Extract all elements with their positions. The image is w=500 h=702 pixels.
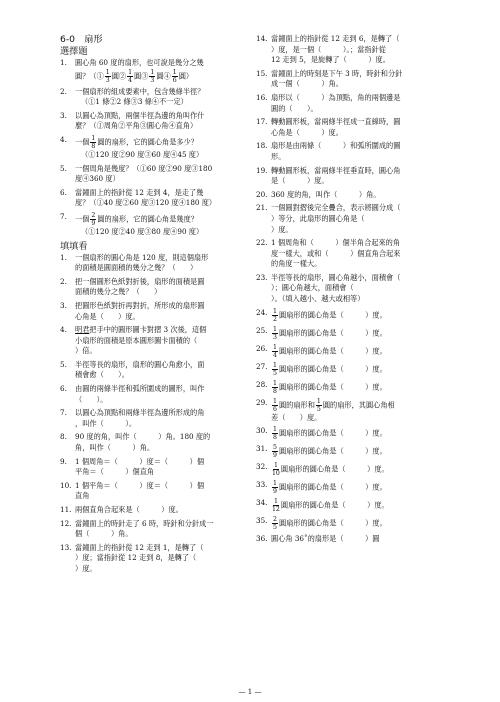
fill-5: 5. 半徑等長的扇形，扇形的圓心角愈小，面 積會愈（ ）。: [60, 359, 205, 380]
question-4: 4. 一個 $\frac{1}{8}$ 圓的扇形，它的圓心角是多少？ （①120 度②90 度③60 度④45 度）: [60, 134, 204, 159]
fill-26: 26. $\frac{1}{4}$ 圓扇形的圓心角是（ ）度。: [256, 343, 387, 359]
section-fill-in: 填填看: [60, 240, 88, 252]
fill-35: 35. $\frac{2}{5}$ 圓扇形的圓心角是（ ）度。: [256, 516, 387, 532]
fill-19: 19. 轉動圓形板，當兩條半徑垂直時，圓心角 是（ ）度。: [256, 165, 401, 186]
fill-12: 12. 當鐘面上的時針走了 6 時，時針和分針成一 個（ ）角。: [60, 518, 214, 539]
fill-27: 27. $\frac{1}{5}$ 圓扇形的圓心角是（ ）度。: [256, 361, 387, 377]
fill-21: 21. 一個圓對摺後完全疊合，表示將圓分成（ ）等分，此扇形的圓心角是（ ）度。: [256, 203, 401, 234]
fill-36: 36. 圓心角 36˚的扇形是（ ）圓: [256, 534, 380, 544]
fill-11: 11. 兩個直角合起來是（ ）度。: [60, 505, 183, 514]
fill-33: 33. $\frac{1}{9}$ 圓扇形的圓心角是（ ）度。: [256, 480, 387, 496]
fill-6: 6. 由圓的兩條半徑和弧所圍成的圖形，叫作 （ ）。: [60, 384, 205, 404]
question-5: 5. 一個周角是幾度？（①60 度②90 度③180 度④360 度）: [60, 163, 213, 184]
fill-10: 10. 1 個平角＝（ ）度＝（ ）個 直角: [60, 480, 205, 501]
fill-14: 14. 當鐘面上的指針從 12 走到 6，是轉了（ ）度，是一個（ ）。；當指針從 12 走到 5，是旋轉了（ ）度。: [256, 34, 400, 65]
right-column: [256, 34, 446, 548]
fill-20: 20. 360 度的角，叫作（ ）角。: [256, 189, 381, 199]
fill-1: 1. 一個扇形的圓心角是 120 度，則這個扇形 的面積是圓面積的幾分之幾？（ ）: [60, 252, 209, 273]
fill-4: 4. 明君把手中的圓形圖卡對摺 3 次後，這個 小扇形的面積是原本圓形圖卡面積的（ ）倍。: [60, 325, 207, 356]
fill-18: 18. 扇形是由兩條（ ）和弧所圍成的圖 形。: [256, 141, 401, 161]
question-2: 2. 一個扇形的組成要素中，包含幾條半徑？ （①1 條②2 條③3 條④不一定）: [60, 86, 205, 107]
fill-15: 15. 當鐘面上的時刻是下午 3 時，時針和分針 成一個（ ）角。: [256, 68, 403, 89]
fill-34: 34. $\frac{1}{12}$ 圓扇形的圓心角是（ ）度。: [256, 498, 389, 514]
fill-9: 9. 1 個周角＝（ ）度＝（ ）個 平角＝（ ）個直角: [60, 456, 205, 477]
fill-3: 3. 把圓形色紙對折再對折，所形成的扇形圓 心角是（ ）度。: [60, 300, 205, 321]
fill-28: 28. $\frac{1}{8}$ 圓扇形的圓心角是（ ）度。: [256, 379, 387, 395]
question-3: 3. 以圓心為頂點，兩個半徑為邊的角叫作什 麼？（①周角②平角③圓心角④直角）: [60, 110, 205, 131]
page-number: — 1 —: [238, 688, 262, 696]
section-multiple-choice: 選擇題: [60, 46, 88, 57]
fill-31: 31. $\frac{5}{9}$ 圓扇形的圓心角是（ ）度。: [256, 444, 387, 460]
question-1: 1. 圓心角 60 度的扇形，也可說是幾分之幾 圓？（① $\frac{1}{3}$ 圓② $\frac{1}{4}$ 圓③ $\frac{1}{3}$ 圓④ $\frac{1}{6}$ 圓）: [60, 58, 204, 84]
fill-25: 25. $\frac{1}{3}$ 圓扇形的圓心角是（ ）度。: [256, 325, 387, 341]
fill-32: 32. $\frac{1}{10}$ 圓扇形的圓心角是（ ）度。: [256, 462, 389, 478]
fill-2: 2. 把一個圓形色紙對折後，扇形的面積是圓 面積的幾分之幾？（ ）: [60, 276, 205, 297]
question-7: 7. 一個 $\frac{2}{9}$ 圓的扇形，它的圓心角是幾度？ （①120 度②40 度③80 度④90 度）: [60, 211, 204, 236]
fill-16: 16. 扇形以（ ）為頂點，角的兩個邊是 圓的（ ）。: [256, 92, 401, 113]
page-title: 6-0 扇形: [60, 34, 103, 45]
fill-23: 23. 半徑等長的扇形，圓心角越小，面積會（ ）；圓心角越大，面積會（ ）。（填入越小、越大或相等）: [256, 272, 401, 304]
fill-22: 22. 1 個周角和（ ）個半角合起來的角 度一樣大，或和（ ）個直角合起來 的角度一樣大。: [256, 238, 401, 269]
fill-8: 8. 90 度的角，叫作（ ）角。180 度的 角，叫作（ ）角。: [60, 432, 211, 453]
fill-29: 29. $\frac{1}{6}$ 圓的扇形和 $\frac{1}{5}$ 圓的扇形，其圓心角相 差（ ）度。: [256, 397, 395, 422]
fill-24: 24. $\frac{1}{2}$ 圓扇形的圓心角是（ ）度。: [256, 307, 387, 323]
fill-30: 30. $\frac{1}{8}$ 圓扇形的圓心角是（ ）度。: [256, 426, 387, 442]
fill-17: 17. 轉動圓形板，當兩條半徑成一直線時，圓 心角是（ ）度。: [256, 117, 401, 137]
left-column: [60, 34, 243, 578]
fill-13: 13. 當鐘面上的指針從 12 走到 1，是轉了（ ）度；當指針從 12 走到 8，是轉了（ ）度。: [60, 542, 204, 573]
fill-7: 7. 以圓心為頂點和兩條半徑為邊所形成的角 ，叫作（ ）。: [60, 408, 205, 428]
question-6: 6. 當鐘面上的指針從 12 走到 4，是走了幾 度？（①40 度②60 度③120 度④180 度）: [60, 187, 217, 208]
